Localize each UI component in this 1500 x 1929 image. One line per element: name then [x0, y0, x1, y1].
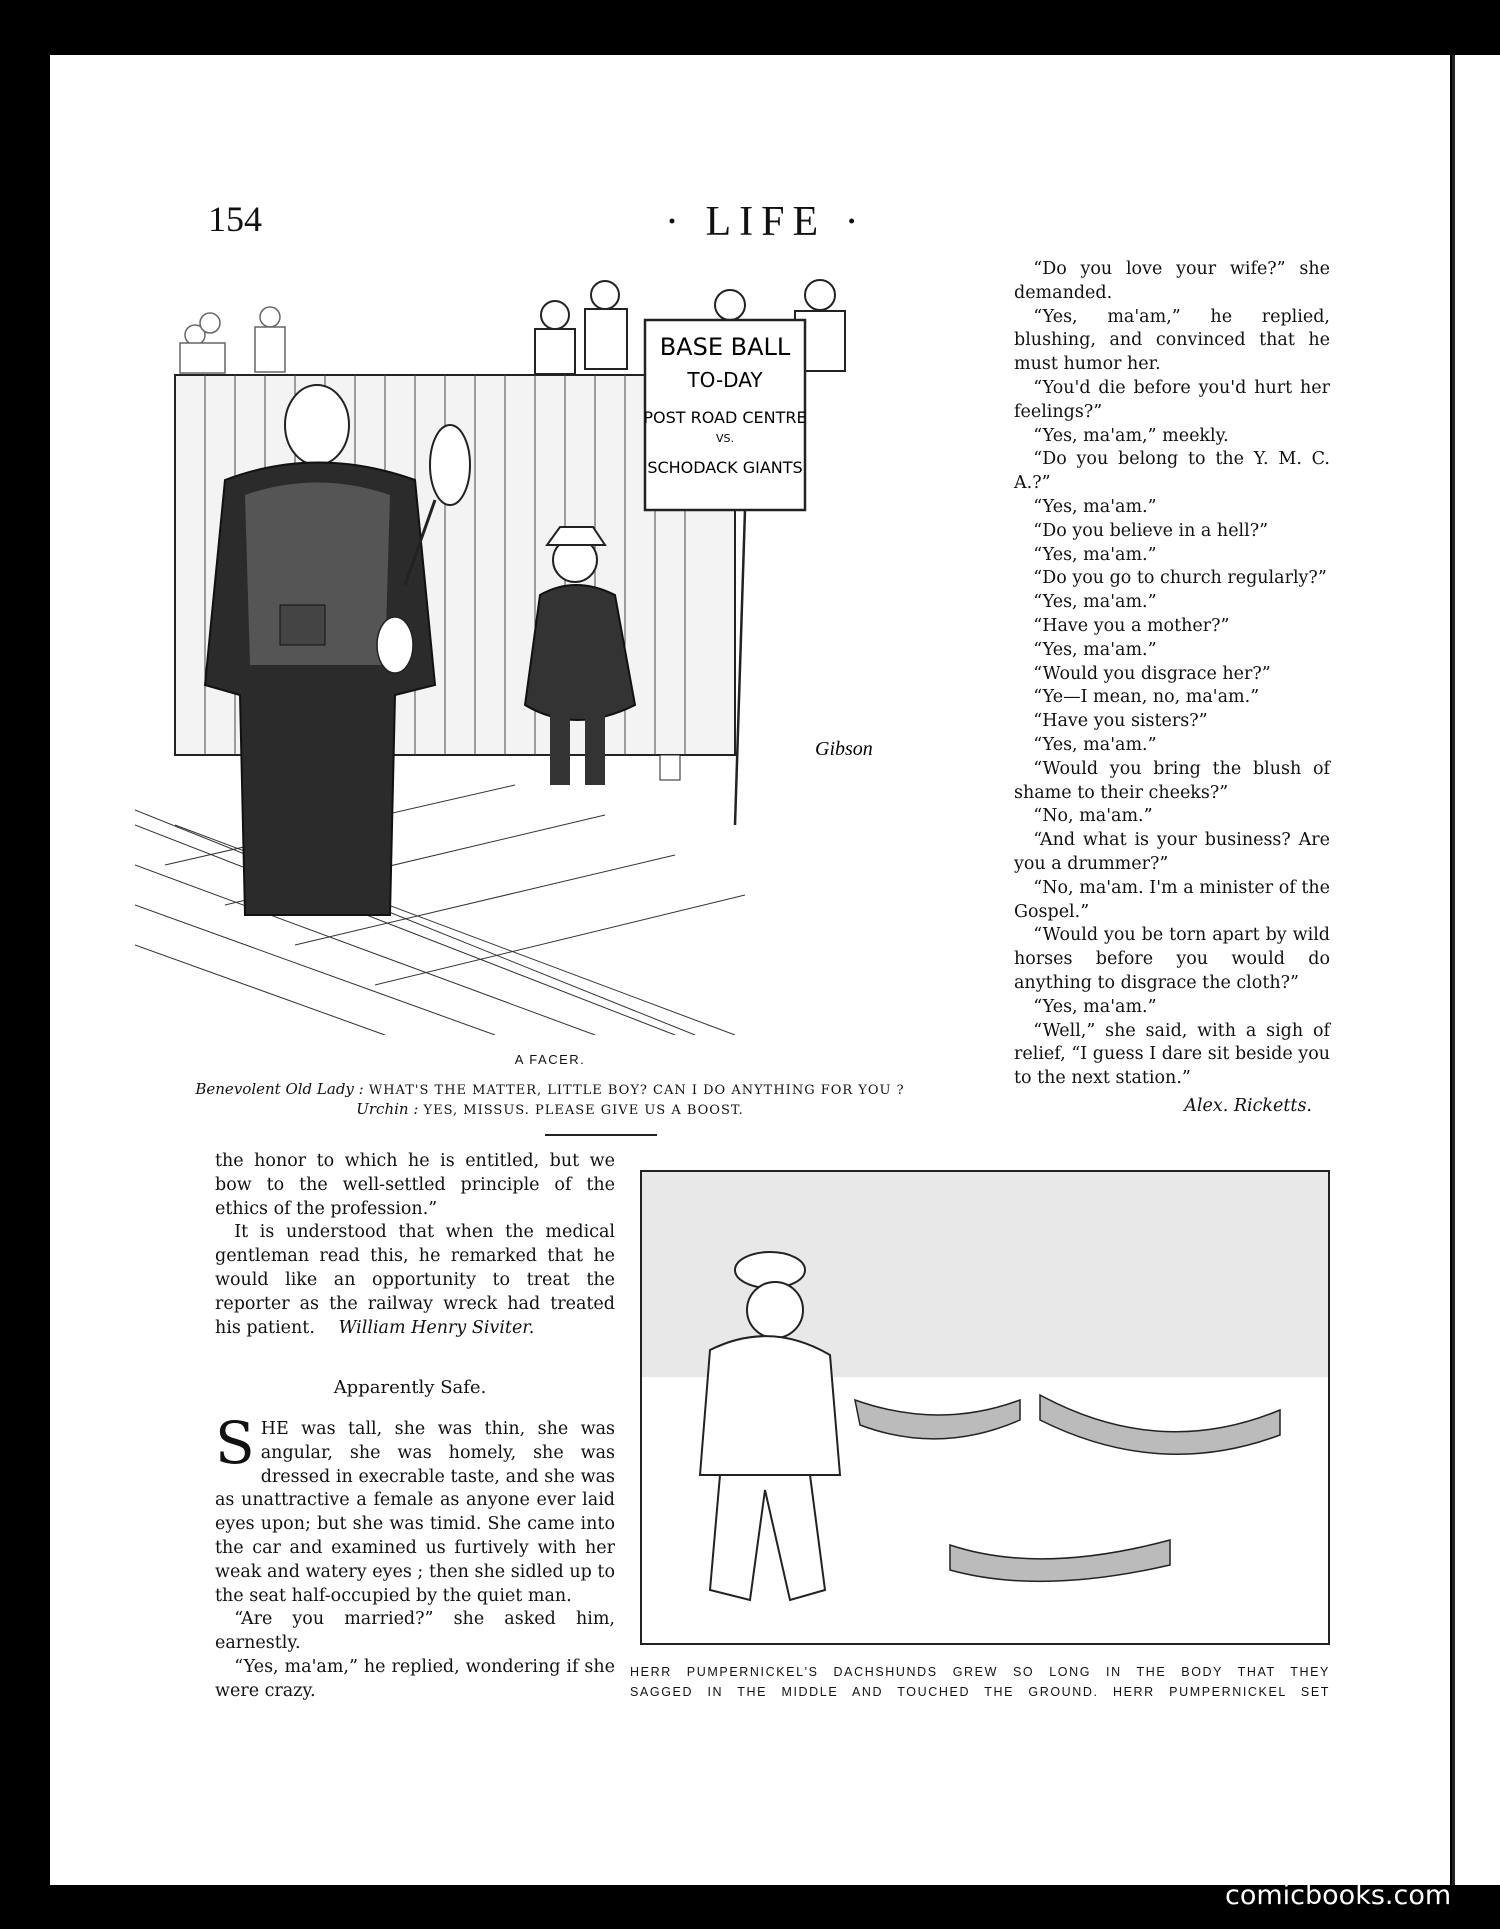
sign-line: VS.: [715, 432, 735, 445]
dialogue-line: “Ye—I mean, no, ma'am.”: [1033, 687, 1260, 708]
paragraph: [215, 1221, 615, 1340]
cartoon-dialogue-1: [140, 1080, 960, 1098]
paragraph-text: HE was tall, she was thin, she was angular, she was homely, she was dressed in execrable taste, and she was as unattractive a female as anyone ever laid eyes upon; but she was timid. She came into the car and examined us furtively with her weak and watery eyes ; then she sidled up to the seat half-occupied by the quiet man.: [215, 1419, 615, 1606]
cartoon-a-facer: [135, 265, 1005, 1035]
sign-line: POST ROAD CENTRE: [643, 408, 807, 427]
speaker: Benevolent Old Lady :: [195, 1080, 364, 1098]
dialogue-line: “Yes, ma'am.”: [1033, 496, 1157, 517]
cartoon-dachshunds: [640, 1170, 1330, 1645]
masthead: · LIFE ·: [665, 199, 867, 245]
caption-line: HERR PUMPERNICKEL'S DACHSHUNDS GREW SO LONG IN THE BODY THAT THEY: [630, 1665, 1330, 1679]
left-column-continued: [215, 1150, 615, 1340]
author-signature: William Henry Siviter.: [338, 1317, 535, 1338]
dialogue-line: “Do you love your wife?” she demanded.: [1014, 259, 1330, 303]
paragraph: the honor to which he is entitled, but we bow to the well-settled principle of the ethics of the profession.”: [215, 1151, 615, 1219]
dialogue-line: “Yes, ma'am.”: [1033, 592, 1157, 613]
dialogue-line: “Would you bring the blush of shame to their cheeks?”: [1014, 758, 1330, 803]
dialogue-line: “Do you go to church regularly?”: [1033, 568, 1327, 589]
dialogue-line: “Yes, ma'am.”: [1033, 996, 1157, 1017]
divider-rule: [545, 1134, 657, 1136]
cartoon2-caption: [630, 1662, 1330, 1702]
dialogue-line: “Have you sisters?”: [1033, 711, 1208, 732]
dialogue-line: “Do you belong to the Y. M. C. A.?”: [1014, 449, 1330, 494]
paragraph: “Are you married?” she asked him, earnestly.: [215, 1609, 615, 1654]
watermark: comicbooks.com: [1225, 1880, 1452, 1911]
drop-cap: S: [215, 1409, 255, 1477]
paragraph: [215, 1409, 615, 1608]
dialogue-line: “No, ma'am.”: [1033, 806, 1153, 827]
paint-bucket: [660, 755, 680, 780]
left-column-story: [215, 1409, 615, 1704]
page-number: 154: [208, 199, 262, 239]
dialogue-line: “Yes, ma'am,” meekly.: [1033, 425, 1229, 446]
dialogue-line: “And what is your business? Are you a drummer?”: [1014, 830, 1330, 874]
story-headline: Apparently Safe.: [333, 1377, 487, 1398]
dialogue-line: “Yes, ma'am.”: [1033, 639, 1157, 660]
dialogue-line: “Yes, ma'am.”: [1033, 544, 1157, 565]
paragraph-text: It is understood that when the medical gentleman read this, he remarked that he would like an opportunity to treat the reporter as the railway wreck had treated his patient.: [215, 1222, 615, 1338]
small-dog: [377, 617, 413, 673]
dialogue-line: “You'd die before you'd hurt her feelings?”: [1014, 377, 1330, 422]
author-signature: Alex. Ricketts.: [1184, 1095, 1312, 1116]
caption-line: SAGGED IN THE MIDDLE AND TOUCHED THE GROUND. HERR PUMPERNICKEL SET: [630, 1685, 1330, 1699]
baseball-sign: [643, 320, 806, 510]
dialogue-line: “Well,” she said, with a sigh of relief, “I guess I dare sit beside you to the next station.”: [1014, 1020, 1330, 1089]
dialogue-line: “No, ma'am. I'm a minister of the Gospel.”: [1014, 877, 1330, 922]
dialogue: YES, MISSUS. PLEASE GIVE US A BOOST.: [423, 1103, 744, 1118]
sign-line: TO-DAY: [687, 368, 763, 392]
dialogue-line: “Would you disgrace her?”: [1033, 663, 1271, 684]
sign-line: BASE BALL: [659, 333, 791, 361]
cartoon-dialogue-2: [140, 1100, 960, 1118]
cartoon-title: A FACER.: [514, 1052, 586, 1067]
dialogue-line: “Would you be torn apart by wild horses before you would do anything to disgrace the cloth?”: [1014, 925, 1330, 993]
sign-post: [735, 510, 745, 825]
paragraph: “Yes, ma'am,” he replied, wondering if she were crazy.: [215, 1656, 615, 1701]
right-column: [1014, 258, 1330, 1119]
artist-signature: Gibson: [815, 738, 873, 760]
dialogue-line: “Yes, ma'am.”: [1033, 734, 1157, 755]
facing-page-edge: [1452, 55, 1500, 1885]
speaker: Urchin :: [356, 1100, 419, 1118]
distant-boys: [180, 307, 285, 373]
boardwalk-planks: [135, 785, 745, 1035]
dialogue-line: “Yes, ma'am,” he replied, blushing, and convinced that he must humor her.: [1014, 306, 1330, 375]
dialogue: WHAT'S THE MATTER, LITTLE BOY? CAN I DO ANYTHING FOR YOU ?: [368, 1083, 905, 1098]
sign-line: SCHODACK GIANTS: [647, 458, 803, 477]
dialogue-line: “Have you a mother?”: [1033, 615, 1230, 636]
dialogue-line: “Do you believe in a hell?”: [1033, 520, 1269, 541]
